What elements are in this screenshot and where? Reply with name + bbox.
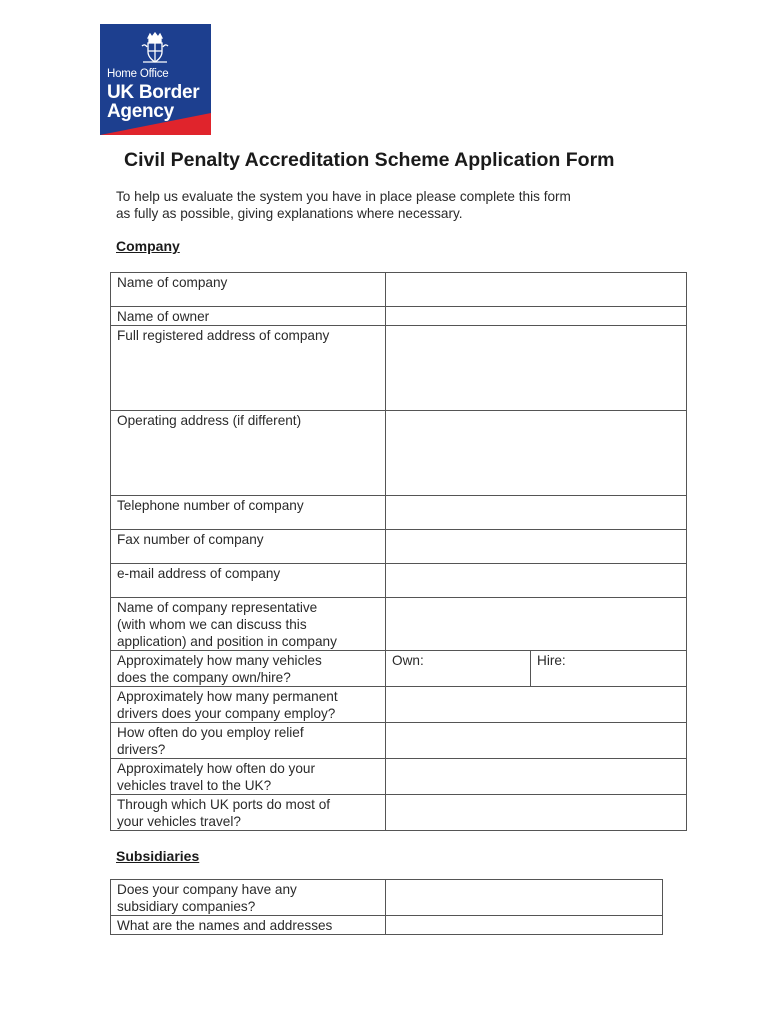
uk-ports-field[interactable] bbox=[386, 795, 687, 831]
ukba-logo bbox=[100, 24, 211, 135]
table-row bbox=[111, 273, 687, 307]
intro-text bbox=[116, 188, 571, 222]
email-field[interactable] bbox=[386, 564, 687, 598]
vehicles-label-line1: Approximately how many vehicles bbox=[117, 653, 322, 668]
vehicles-own-label: Own: bbox=[392, 653, 424, 668]
red-stripe-decoration bbox=[100, 113, 211, 135]
travel-frequency-label bbox=[111, 759, 386, 795]
drivers-label-line2: drivers does your company employ? bbox=[117, 706, 336, 721]
table-row bbox=[111, 795, 687, 831]
table-row bbox=[111, 564, 687, 598]
has-subsidiaries-field[interactable] bbox=[386, 880, 663, 916]
representative-label-line2: (with whom we can discuss this bbox=[117, 617, 307, 632]
table-row bbox=[111, 880, 663, 916]
name-of-owner-field[interactable] bbox=[386, 307, 687, 326]
intro-line-1: To help us evaluate the system you have in place please complete this form bbox=[116, 189, 571, 204]
home-office-label: Home Office bbox=[107, 68, 169, 80]
subsidiary-names-field[interactable] bbox=[386, 916, 663, 935]
subsidiaries-table bbox=[110, 879, 663, 935]
royal-crest-icon bbox=[138, 32, 172, 66]
agency-name-line1: UK Border bbox=[107, 82, 200, 103]
vehicles-hire-field[interactable] bbox=[531, 651, 687, 687]
vehicles-label-line2: does the company own/hire? bbox=[117, 670, 291, 685]
company-table bbox=[110, 272, 687, 831]
table-row bbox=[111, 687, 687, 723]
relief-drivers-field[interactable] bbox=[386, 723, 687, 759]
table-row bbox=[111, 326, 687, 411]
vehicles-hire-label: Hire: bbox=[537, 653, 566, 668]
subsidiary-names-label: What are the names and addresses bbox=[111, 916, 386, 935]
vehicles-label bbox=[111, 651, 386, 687]
representative-label-line1: Name of company representative bbox=[117, 600, 318, 615]
relief-drivers-label bbox=[111, 723, 386, 759]
name-of-company-label: Name of company bbox=[111, 273, 386, 307]
table-row bbox=[111, 496, 687, 530]
travel-frequency-field[interactable] bbox=[386, 759, 687, 795]
relief-drivers-label-line1: How often do you employ relief bbox=[117, 725, 304, 740]
drivers-label-line1: Approximately how many permanent bbox=[117, 689, 338, 704]
representative-field[interactable] bbox=[386, 598, 687, 651]
registered-address-field[interactable] bbox=[386, 326, 687, 411]
agency-name-line2: Agency bbox=[107, 101, 174, 122]
has-subsidiaries-label-line1: Does your company have any bbox=[117, 882, 297, 897]
drivers-field[interactable] bbox=[386, 687, 687, 723]
uk-ports-label bbox=[111, 795, 386, 831]
table-row bbox=[111, 759, 687, 795]
uk-ports-label-line1: Through which UK ports do most of bbox=[117, 797, 331, 812]
operating-address-label: Operating address (if different) bbox=[111, 411, 386, 496]
relief-drivers-label-line2: drivers? bbox=[117, 742, 166, 757]
telephone-label: Telephone number of company bbox=[111, 496, 386, 530]
has-subsidiaries-label-line2: subsidiary companies? bbox=[117, 899, 256, 914]
uk-ports-label-line2: your vehicles travel? bbox=[117, 814, 241, 829]
company-heading: Company bbox=[116, 238, 180, 254]
fax-label: Fax number of company bbox=[111, 530, 386, 564]
representative-label bbox=[111, 598, 386, 651]
table-row bbox=[111, 916, 663, 935]
vehicles-own-field[interactable] bbox=[386, 651, 531, 687]
table-row bbox=[111, 651, 687, 687]
intro-line-2: as fully as possible, giving explanations where necessary. bbox=[116, 206, 463, 221]
telephone-field[interactable] bbox=[386, 496, 687, 530]
registered-address-label: Full registered address of company bbox=[111, 326, 386, 411]
table-row bbox=[111, 411, 687, 496]
name-of-company-field[interactable] bbox=[386, 273, 687, 307]
drivers-label bbox=[111, 687, 386, 723]
subsidiaries-heading: Subsidiaries bbox=[116, 848, 200, 864]
fax-field[interactable] bbox=[386, 530, 687, 564]
table-row bbox=[111, 598, 687, 651]
travel-frequency-label-line2: vehicles travel to the UK? bbox=[117, 778, 272, 793]
has-subsidiaries-label bbox=[111, 880, 386, 916]
travel-frequency-label-line1: Approximately how often do your bbox=[117, 761, 315, 776]
name-of-owner-label: Name of owner bbox=[111, 307, 386, 326]
representative-label-line3: application) and position in company bbox=[117, 634, 337, 649]
operating-address-field[interactable] bbox=[386, 411, 687, 496]
table-row bbox=[111, 307, 687, 326]
email-label: e-mail address of company bbox=[111, 564, 386, 598]
table-row bbox=[111, 530, 687, 564]
page-title: Civil Penalty Accreditation Scheme Application Form bbox=[124, 149, 615, 171]
table-row bbox=[111, 723, 687, 759]
